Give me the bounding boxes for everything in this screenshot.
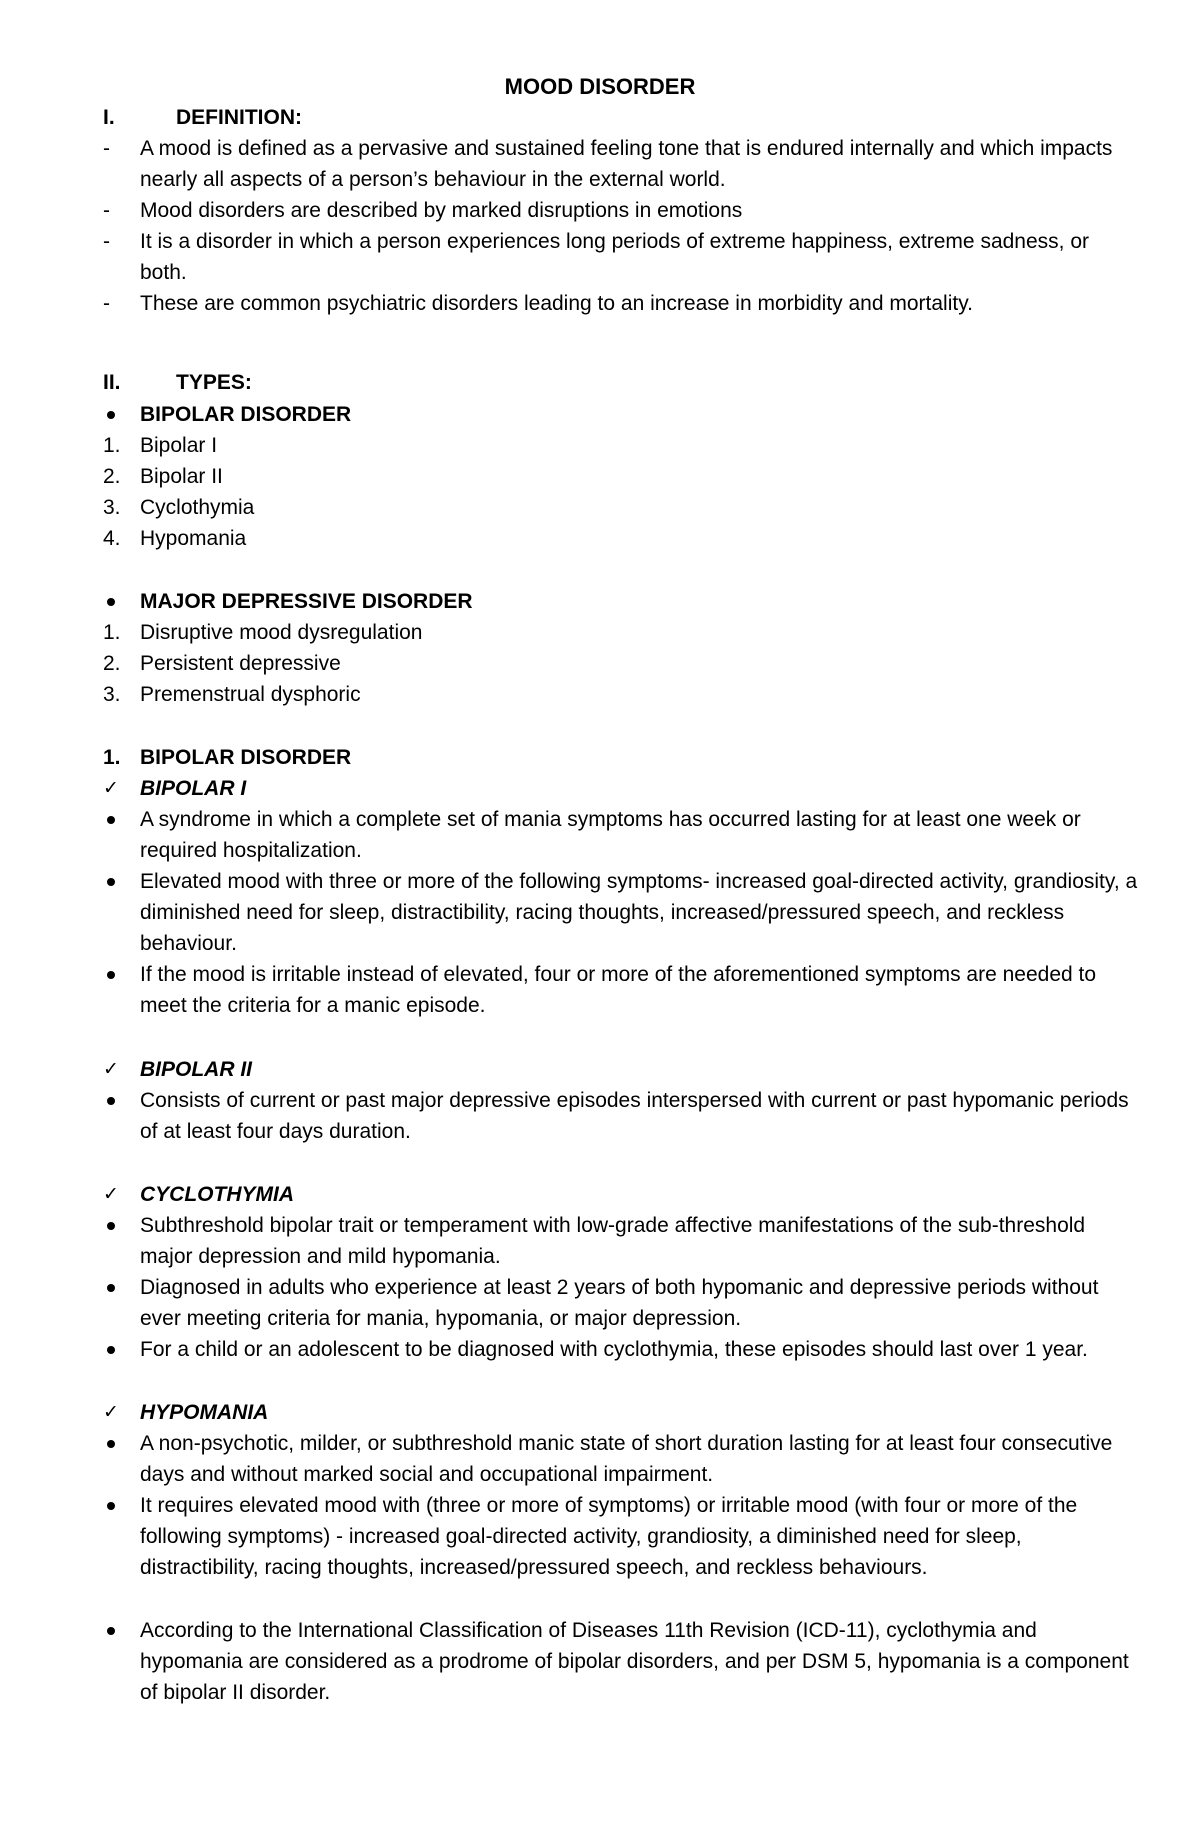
list-heading: MAJOR DEPRESSIVE DISORDER [140,590,473,613]
bullet-icon [107,1284,115,1292]
dash-marker: - [103,230,110,253]
list-item-text: Premenstrual dysphoric [140,683,361,706]
bullet-text: A syndrome in which a complete set of mania symptoms has occurred lasting for at least one week or required hospitalization. [140,808,1081,862]
bullet-item [103,1272,1133,1334]
bullet-item [103,1428,1133,1490]
bullet-icon [107,598,115,606]
number-marker: 1. [103,621,121,644]
list-item [103,430,1133,461]
list-item-text: Disruptive mood dysregulation [140,621,423,644]
bipolar-section-heading [103,742,1133,773]
types-heading [103,367,1133,398]
bullet-text: Elevated mood with three or more of the following symptoms- increased goal-directed activity, grandiosity, a diminished need for sleep, distractibility, racing thoughts, increased/pressured speech, and reckless behaviour. [140,870,1138,955]
list-item [103,617,1133,648]
bullet-text: According to the International Classification of Diseases 11th Revision (ICD-11), cyclothymia and hypomania are considered as a prodrome of bipolar disorders, and per DSM 5, hypomania is a component of bipolar II disorder. [140,1619,1129,1704]
list-item [103,492,1133,523]
list-item-text: Bipolar II [140,465,223,488]
list-item-text: Hypomania [140,527,247,550]
checkmark-icon: ✓ [103,1183,119,1205]
dash-marker: - [103,199,110,222]
definition-heading [103,102,1133,133]
number-marker: 2. [103,465,121,488]
number-marker: 2. [103,652,121,675]
subsection-heading: BIPOLAR I [140,777,247,800]
bullet-item [103,959,1133,1021]
section-heading: BIPOLAR DISORDER [140,746,352,769]
list-item-text: Cyclothymia [140,496,255,519]
bullet-icon [107,816,115,824]
roman-numeral: I. [103,106,115,129]
definition-item [103,226,1133,288]
section-heading: DEFINITION: [176,106,302,129]
mdd-types-heading [103,586,1133,617]
bullet-text: For a child or an adolescent to be diagnosed with cyclothymia, these episodes should last over 1 year. [140,1338,1088,1361]
subsection-heading: BIPOLAR II [140,1058,253,1081]
number-marker: 4. [103,527,121,550]
bullet-icon [107,1346,115,1354]
bipolar-i-heading [103,773,1133,804]
cyclothymia-heading [103,1179,1133,1210]
bullet-text: Diagnosed in adults who experience at least 2 years of both hypomanic and depressive periods without ever meeting criteria for mania, hypomania, or major depression. [140,1276,1099,1330]
document-title: MOOD DISORDER [504,74,696,99]
list-item [103,679,1133,710]
definition-item [103,288,1133,319]
bullet-item [103,804,1133,866]
number-marker: 3. [103,683,121,706]
hypomania-heading [103,1397,1133,1428]
list-heading: BIPOLAR DISORDER [140,403,352,426]
definition-item [103,195,1133,226]
definition-text: These are common psychiatric disorders leading to an increase in morbidity and mortality. [140,292,973,315]
bullet-text: It requires elevated mood with (three or more of symptoms) or irritable mood (with four or more of the following symptoms) - increased goal-directed activity, grandiosity, a diminished need for sleep, distractibility, racing thoughts, increased/pressured speech, and reckless behaviours. [140,1494,1078,1579]
definition-text: Mood disorders are described by marked disruptions in emotions [140,199,743,222]
bullet-item [103,866,1138,959]
bipolar-types-heading [103,399,1133,430]
list-item-text: Persistent depressive [140,652,341,675]
checkmark-icon: ✓ [103,1058,119,1080]
bullet-icon [107,971,115,979]
checkmark-icon: ✓ [103,777,119,799]
bullet-text: Consists of current or past major depressive episodes interspersed with current or past hypomanic periods of at least four days duration. [140,1089,1129,1143]
bullet-item [103,1085,1133,1147]
bullet-icon [107,1097,115,1105]
definition-text: A mood is defined as a pervasive and sustained feeling tone that is endured internally and which impacts nearly all aspects of a person’s behaviour in the external world. [140,137,1113,191]
list-item [103,523,1133,554]
bullet-text: A non-psychotic, milder, or subthreshold manic state of short duration lasting for at least four consecutive days and without marked social and occupational impairment. [140,1432,1113,1486]
bipolar-ii-heading [103,1054,1133,1085]
bullet-item [103,1615,1133,1708]
bullet-item [103,1490,1133,1583]
roman-numeral: II. [103,371,121,394]
bullet-item [103,1334,1133,1365]
bullet-item [103,1210,1133,1272]
bullet-text: Subthreshold bipolar trait or temperament with low-grade affective manifestations of the sub-threshold major depression and mild hypomania. [140,1214,1086,1268]
section-heading: TYPES: [176,371,252,394]
number-marker: 1. [103,746,121,769]
subsection-heading: HYPOMANIA [140,1401,269,1424]
list-item [103,461,1133,492]
number-marker: 1. [103,434,121,457]
checkmark-icon: ✓ [103,1401,119,1423]
definition-text: It is a disorder in which a person experiences long periods of extreme happiness, extreme sadness, or both. [140,230,1089,284]
bullet-icon [107,1222,115,1230]
dash-marker: - [103,292,110,315]
bullet-icon [107,1440,115,1448]
bullet-icon [107,1627,115,1635]
definition-item [103,133,1133,195]
number-marker: 3. [103,496,121,519]
bullet-icon [107,411,115,419]
subsection-heading: CYCLOTHYMIA [140,1183,294,1206]
bullet-text: If the mood is irritable instead of elevated, four or more of the aforementioned symptoms are needed to meet the criteria for a manic episode. [140,963,1097,1017]
list-item-text: Bipolar I [140,434,218,457]
list-item [103,648,1133,679]
bullet-icon [107,878,115,886]
bullet-icon [107,1502,115,1510]
dash-marker: - [103,137,110,160]
